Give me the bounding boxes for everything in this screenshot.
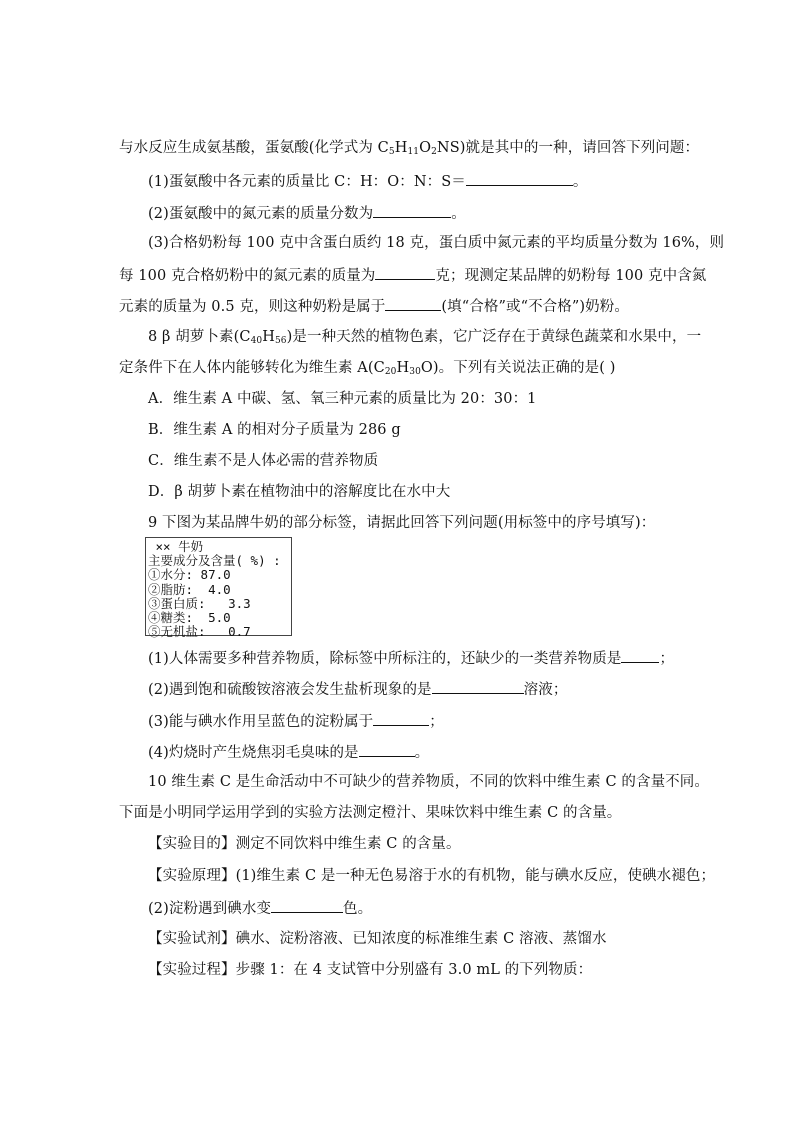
answer-blank[interactable] [375,265,435,280]
label-item: ①水分: 87.0 [148,567,231,583]
answer-blank[interactable] [359,742,415,757]
q9-sub1 [148,648,674,668]
q10-process [148,961,592,979]
text: NS)就是其中的一种，请回答下列问题： [436,140,700,156]
answer-blank[interactable] [385,296,441,311]
q10-line2 [119,804,621,822]
text: 【实验原理】(1)维生素 C 是一种无色易溶于水的有机物，能与碘水反应，使碘水褪色； [148,868,716,884]
text: 每 100 克合格奶粉中的氮元素的质量为 [119,268,376,284]
milk-label [145,537,292,640]
q10-aim [148,835,461,853]
q8-option-d[interactable] [148,483,450,501]
subscript: 30 [409,367,421,377]
label-heading: 主要成分及含量( %) : [148,553,281,569]
q7-sub3-line3 [119,296,629,316]
text: 元素的质量为 0.5 克，则这种奶粉是属于 [119,299,386,315]
q7-sub3-line2 [119,265,706,285]
text: 。 [451,206,466,222]
text: O [419,140,432,156]
text: 。 [572,174,588,190]
text: 【实验过程】步骤 1：在 4 支试管中分别盛有 3.0 mL 的下列物质： [148,962,593,978]
text: (填“合格”或“不合格”)奶粉。 [441,299,629,315]
text: (2)淀粉遇到碘水变 [148,901,272,917]
subscript: 5 [388,147,395,157]
text: 。 [414,745,430,761]
q8-line2 [119,359,615,381]
label-title: ×× 牛奶 [148,539,204,554]
subscript: 2 [431,147,437,157]
text: 9 下图为某品牌牛奶的部分标签，请据此回答下列问题(用标签中的序号填写)： [148,515,656,531]
q9-intro [148,514,655,532]
q10-principle-2 [148,898,372,918]
q8-line1 [148,328,701,350]
subscript: 20 [384,367,397,377]
q7-sub3-line1 [148,234,724,252]
subscript: 40 [250,336,263,346]
q9-sub3 [148,711,444,731]
text: 克；现测定某品牌的奶粉每 100 克中含氮 [435,268,707,284]
q8-option-c[interactable] [148,452,378,470]
q8-option-b[interactable] [148,421,401,439]
option-text: B．维生素 A 的相对分子质量为 286 g [148,422,401,438]
text: 定条件下在人体内能够转化为维生素 A(C [119,360,385,376]
text: (1)蛋氨酸中各元素的质量比 C：H：O：N：S＝ [148,174,466,190]
option-text: C．维生素不是人体必需的营养物质 [148,453,379,469]
option-text: D．β 胡萝卜素在植物油中的溶解度比在水中大 [148,484,451,500]
subscript: 56 [274,336,287,346]
answer-blank[interactable] [621,648,659,663]
label-item: ②脂肪: 4.0 [148,581,231,597]
text: ； [659,651,675,667]
label-item: ③蛋白质: 3.3 [148,595,251,611]
q9-sub2 [148,679,567,699]
text: (2)蛋氨酸中的氮元素的质量分数为 [148,206,374,222]
option-text: A．维生素 A 中碳、氢、氧三种元素的质量比为 20：30：1 [148,391,537,407]
text: 10 维生素 C 是生命活动中不可缺少的营养物质，不同的饮料中维生素 C 的含量不同。 [148,774,709,790]
answer-blank[interactable] [432,679,524,694]
text: 与水反应生成氨基酸，蛋氨酸(化学式为 C [119,140,389,156]
q10-principle [148,867,715,885]
text: (3)合格奶粉每 100 克中含蛋白质约 18 克，蛋白质中氮元素的平均质量分数为 16%，则 [148,235,725,251]
text: 【实验目的】测定不同饮料中维生素 C 的含量。 [148,836,461,852]
text: O)。下列有关说法正确的是( ) [420,360,616,376]
answer-blank[interactable] [373,711,429,726]
text: 8 β 胡萝卜素(C [148,329,251,345]
answer-blank[interactable] [466,171,573,186]
text: 色。 [343,901,373,917]
text: )是一种天然的植物色素，它广泛存在于黄绿色蔬菜和水果中，一 [286,329,702,345]
text: H [396,360,410,376]
answer-blank[interactable] [373,203,451,218]
answer-blank[interactable] [271,898,343,913]
text: H [262,329,275,345]
text: (1)人体需要多种营养物质，除标签中所标注的，还缺少的一类营养物质是 [148,651,622,667]
label-item: ⑤无机盐: 0.7 [148,624,251,640]
q10-reagents [148,930,607,948]
text: 溶液； [523,682,568,698]
text: 【实验试剂】碘水、淀粉溶液、已知浓度的标准维生素 C 溶液、蒸馏水 [148,931,607,947]
text: H [394,140,408,156]
q7-sub1 [148,171,588,191]
q8-option-a[interactable] [148,390,537,408]
intro-line [119,139,699,161]
q10-line1 [148,773,709,791]
q9-sub4 [148,742,429,762]
text: (3)能与碘水作用呈蓝色的淀粉属于 [148,714,374,730]
q7-sub2 [148,203,466,223]
text: 下面是小明同学运用学到的实验方法测定橙汁、果味饮料中维生素 C 的含量。 [119,805,622,821]
label-item: ④糖类: 5.0 [148,610,231,626]
subscript: 11 [407,147,420,157]
text: ； [429,714,444,730]
text: (2)遇到饱和硫酸铵溶液会发生盐析现象的是 [148,682,432,698]
text: (4)灼烧时产生烧焦羽毛臭味的是 [148,745,359,761]
